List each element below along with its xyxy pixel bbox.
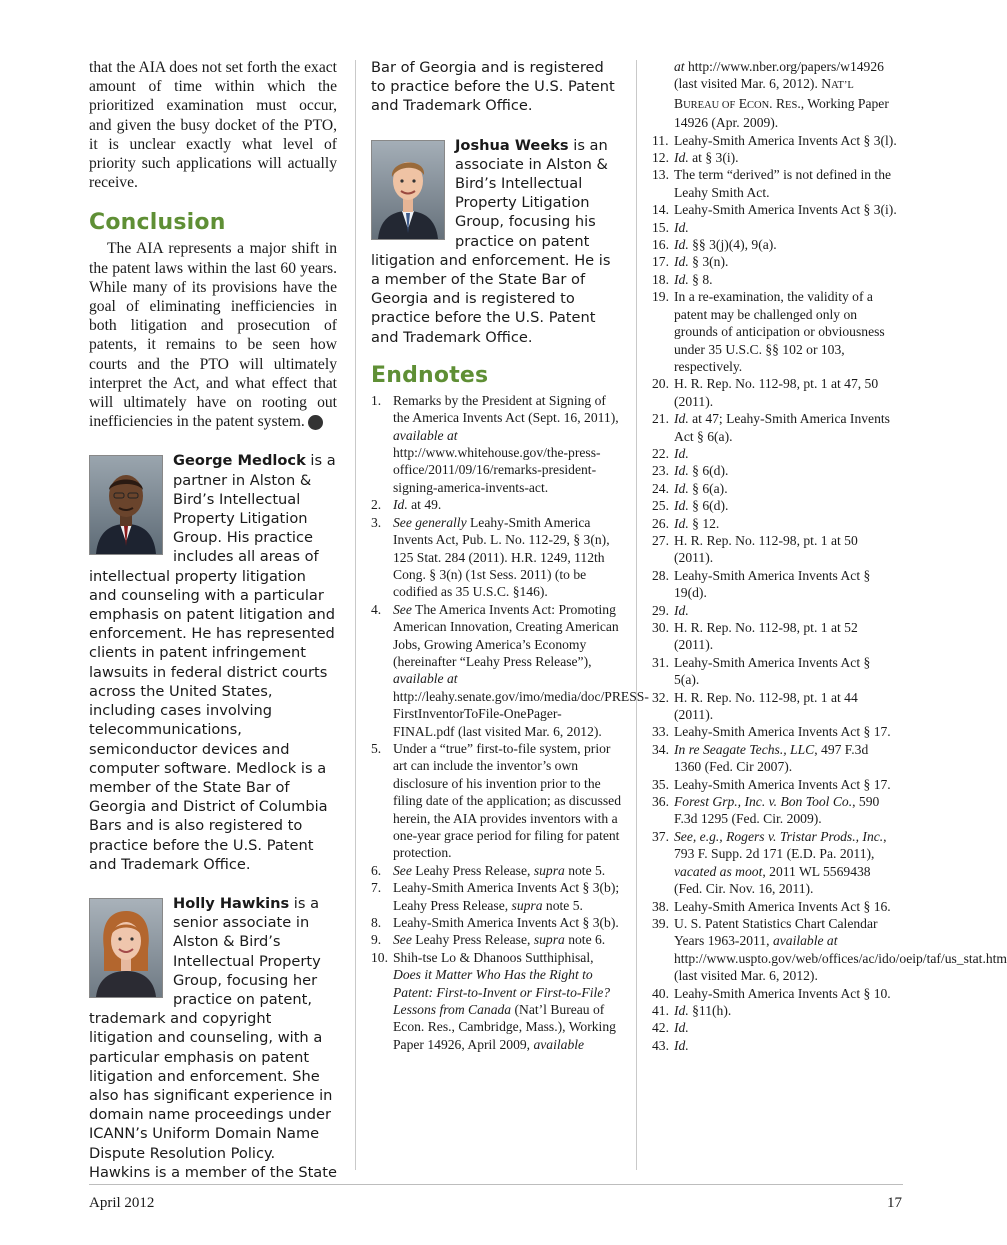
page-number: 17 (887, 1195, 902, 1211)
endnote-number: 15. (652, 219, 669, 235)
endnote-number: 4. (371, 601, 382, 617)
endnote-item (652, 985, 898, 1002)
endnote-text: Id. at 49. (393, 497, 442, 513)
endnote-text: The term “derived” is not defined in the Leahy Smith Act. (674, 167, 892, 200)
endnote-text: Leahy-Smith America Invents Act § 17. (674, 724, 891, 740)
endnote-item (371, 740, 621, 862)
endnote-item (652, 462, 898, 479)
endnote-item (652, 515, 898, 532)
endnote-text: Id. (674, 219, 689, 235)
endnote-number: 18. (652, 271, 669, 287)
endnote-number: 6. (371, 862, 382, 878)
endnote-number: 35. (652, 776, 669, 792)
endnote-text: Leahy-Smith America Invents Act § 17. (674, 776, 891, 792)
endnote-number: 8. (371, 915, 382, 931)
conclusion-paragraph: The AIA represents a major shift in the patent laws within the last 60 years. While many of its provisions have the goal of eliminating inefficiencies in both litigation and prosecution of patents, it remains to be seen how courts and the PTO will ultimately interpret the Act, and what effect that will ultimately have on rooting out inefficiencies in the patent system. (89, 240, 337, 431)
column-3 (652, 58, 1007, 1054)
endnote-text: Id. §§ 3(j)(4), 9(a). (674, 237, 777, 253)
endnote-text: Id. § 6(d). (674, 498, 729, 514)
bio-body-medlock: is a partner in Alston & Bird’s Intellectual Property Litigation Group. His practice includes all areas of intellectual property litigation and counseling with a particular emphasis on patent litigation and enforcement. He has represented clients in patent infringement lawsuits in federal district courts across the United States, including cases involving telecommunications, semiconductor devices and computer software. Medlock is a member of the State Bar of Georgia and District of Columbia Bars and is also registered to practice before the U.S. Patent and Trademark Office. (89, 452, 336, 873)
endnote-item (652, 236, 898, 253)
endnote-text: Id. (674, 445, 689, 461)
endnote-number: 39. (652, 915, 669, 931)
author-photo-weeks (371, 140, 445, 240)
portrait-image (372, 141, 444, 239)
endnote-text: See The America Invents Act: Promoting American Innovation, Creating American Jobs, Growing America’s Economy (hereinafter “Leahy Press Release”), available at http://leahy.senate.gov/imo/media/doc/PRESS-FirstInventorToFile-OnePager-FINAL.pdf (last visited Mar. 6, 2012). (393, 601, 649, 739)
endnote-item (652, 723, 898, 740)
endnote-item (652, 201, 898, 218)
endnote-item (652, 271, 898, 288)
endnote-number: 32. (652, 689, 669, 705)
endnote-text: H. R. Rep. No. 112-98, pt. 1 at 52 (2011). (674, 620, 858, 653)
author-bio-medlock (89, 451, 337, 873)
endnote-text: Leahy-Smith America Invents Act § 19(d). (674, 567, 871, 601)
endnotes-list-continued (652, 58, 1007, 1054)
endnote-text: Id. at 47; Leahy-Smith America Invents Act § 6(a). (674, 411, 890, 444)
author-bio-hawkins (89, 894, 337, 1182)
endnote-text: Id. (674, 602, 689, 618)
endnotes-heading: Endnotes (371, 362, 489, 388)
endnote-number: 20. (652, 376, 669, 392)
author-name-hawkins: Holly Hawkins (173, 894, 290, 912)
endnote-item (652, 1037, 898, 1054)
endnote-item (652, 898, 898, 915)
endnote-number: 37. (652, 828, 669, 844)
endnote-text: H. R. Rep. No. 112-98, pt. 1 at 44 (2011). (674, 689, 858, 723)
endnote-number: 17. (652, 254, 669, 270)
endnote-number: 43. (652, 1037, 669, 1053)
bio-continuation-hawkins: Bar of Georgia and is registered to practice before the U.S. Patent and Trademark Office. (371, 59, 615, 115)
author-photo-hawkins (89, 898, 163, 998)
author-name-weeks: Joshua Weeks (455, 136, 569, 154)
endnote-number: 7. (371, 880, 382, 896)
endnote-number: 40. (652, 985, 669, 1001)
endnote-item (652, 532, 898, 567)
endnote-text: Remarks by the President at Signing of the America Invents Act (Sept. 16, 2011), available at http://www.whitehouse.gov/the-press-office/2011/09/16/remarks-president-signing-america-invents-act. (393, 392, 619, 495)
endnote-number: 30. (652, 620, 669, 635)
endnote-text: Leahy-Smith America Invents Act § 3(b); Leahy Press Release, supra note 5. (393, 880, 620, 913)
endnote-text: Leahy-Smith America Invents Act § 5(a). (674, 654, 871, 688)
endnote-text: Leahy-Smith America Invents Act § 3(i). (674, 202, 897, 218)
endnote-number: 25. (652, 498, 669, 514)
endnote-number: 5. (371, 740, 382, 756)
endnote-item (652, 793, 898, 828)
endnote-number: 10. (371, 949, 388, 965)
endnote-number: 23. (652, 463, 669, 479)
endnote-number: 41. (652, 1002, 669, 1018)
endnote-text: Id. (674, 1037, 689, 1053)
endnote-number: 9. (371, 932, 382, 948)
column-1 (89, 58, 337, 1182)
conclusion-heading: Conclusion (89, 210, 226, 236)
endnote-item (652, 776, 898, 793)
endnote-number: 29. (652, 602, 669, 618)
endnote-number: 27. (652, 532, 669, 548)
endnote-item (371, 931, 621, 948)
endnote-item (371, 879, 621, 914)
endnote-number: 12. (652, 150, 669, 166)
endnote-number: 38. (652, 898, 669, 914)
endnote-text: Leahy-Smith America Invents Act § 3(l). (674, 132, 897, 148)
endnote-item (371, 514, 621, 601)
endnote-text: Under a “true” first-to-file system, prior art can include the inventor’s own disclosure of his invention prior to the filing date of the application; as discussed herein, the AIA provides inventors with a one-year grace period for filing for patent protection. (393, 740, 622, 861)
endnote-number: 31. (652, 654, 669, 670)
endnote-text: See Leahy Press Release, supra note 6. (393, 932, 606, 948)
endnote-text: Shih-tse Lo & Dhanoos Sutthiphisal, Does it Matter Who Has the Right to Patent: First-to-Invent or First-to-File? Lessons from Canada (Nat’l Bureau of Econ. Res., Cambridge, Mass.), Working Paper 14926, April 2009, available (393, 949, 616, 1052)
endnote-item (371, 496, 621, 513)
endnote-item (652, 654, 898, 689)
endnote-number: 33. (652, 724, 669, 740)
endnote-item (652, 1002, 898, 1019)
portrait-image (90, 899, 162, 997)
endnote-item (652, 149, 898, 166)
portrait-image (90, 456, 162, 554)
endnote-item (371, 949, 621, 1053)
footer-issue-date: April 2012 (89, 1195, 155, 1211)
footer-rule (89, 1184, 903, 1185)
article-text: that the AIA does not set forth the exact amount of time within which the prioritized examination must occur, and given the busy docket of the PTO, it is unclear exactly what level of priority such applications will actually receive. (89, 59, 337, 192)
endnote-number: 3. (371, 514, 382, 530)
endnote-number: 42. (652, 1020, 669, 1036)
endnote-item (652, 602, 898, 619)
author-name-medlock: George Medlock (173, 452, 306, 470)
endnote-number: 26. (652, 515, 669, 531)
endnote-number: 36. (652, 794, 669, 810)
endnote-item (652, 619, 898, 654)
endnote-text: H. R. Rep. No. 112-98, pt. 1 at 50 (2011). (674, 532, 858, 566)
endnote-number: 1. (371, 392, 382, 408)
endnote-text: U. S. Patent Statistics Chart Calendar Years 1963-2011, available at http://www.uspto.gov/web/offices/ac/ido/oeip/taf/us_stat.htm (last visited Mar. 6, 2012). (674, 915, 1007, 984)
endnote-text: Id. § 3(n). (674, 254, 729, 270)
endnote-text: Leahy-Smith America Invents Act § 10. (674, 985, 891, 1001)
endnote-text: Leahy-Smith America Invents Act § 3(b). (393, 915, 619, 931)
column-2 (371, 58, 649, 1053)
endnote-number: 24. (652, 480, 669, 496)
endnote-number: 16. (652, 237, 669, 253)
column-divider (636, 60, 637, 1170)
endnote-text: Id. § 12. (674, 515, 720, 531)
endnote-item (652, 828, 898, 898)
endnote-text: Id. § 6(d). (674, 463, 729, 479)
endnote-text: See generally Leahy-Smith America Invents Act, Pub. L. No. 112-29, § 3(n), 125 Stat. 284 (2011). H.R. 1249, 112th Cong. § 3(n) (1st Sess. 2011) (to be codified as 35 U.S.C. §146). (393, 514, 610, 600)
endnote-text: Id. § 8. (674, 271, 713, 287)
bio-body-weeks: is an associate in Alston & Bird’s Intellectual Property Litigation Group, focusing his practice on patent litigation and enforcement. He is a member of the State Bar of Georgia and is registered to practice before the U.S. Patent and Trademark Office. (371, 136, 611, 346)
endnote-number: 28. (652, 567, 669, 583)
endnote-item (652, 1019, 898, 1036)
endnote-number: 14. (652, 202, 669, 218)
endnote-number: 21. (652, 411, 669, 427)
endnote-item (652, 915, 1007, 985)
bio-body-hawkins: is a senior associate in Alston & Bird’s Intellectual Property Group, focusing her practice on patent, trademark and copyright litigation and counseling, with a particular emphasis on patent litigation and enforcement. She also has significant experience in domain name proceedings under ICANN’s Uniform Domain Name Dispute Resolution Policy. Hawkins is a member of the State (89, 894, 337, 1181)
endnote-item (371, 601, 649, 740)
endnote-item (652, 288, 898, 375)
endnote-item (652, 166, 898, 201)
conclusion-text (89, 239, 337, 431)
endnote-item (652, 741, 898, 776)
endnotes-list (371, 392, 649, 1053)
endnote-number: 34. (652, 741, 669, 757)
endnote-item (652, 497, 898, 514)
endnote-number: 11. (652, 132, 669, 148)
endnote-number: 22. (652, 445, 669, 461)
endnote-number: 19. (652, 289, 669, 305)
endnote-item (652, 58, 898, 132)
endnote-item (652, 480, 898, 497)
endnote-text: Forest Grp., Inc. v. Bon Tool Co., 590 F.3d 1295 (Fed. Cir. 2009). (674, 794, 880, 827)
endnote-item (652, 567, 898, 602)
endnote-text: Id. §11(h). (674, 1002, 732, 1018)
endnote-item (652, 375, 898, 410)
endnote-number: 2. (371, 497, 382, 513)
endnote-item (371, 862, 621, 879)
endnote-item (652, 445, 898, 462)
author-photo-medlock (89, 455, 163, 555)
endnote-item (652, 219, 898, 236)
endnote-item (652, 253, 898, 270)
endnote-item (371, 392, 621, 496)
endnote-text: Id. § 6(a). (674, 480, 728, 496)
endnote-text: H. R. Rep. No. 112-98, pt. 1 at 47, 50 (2011). (674, 376, 879, 409)
endnote-text: Id. at § 3(i). (674, 150, 739, 166)
endnote-number: 13. (652, 167, 669, 183)
endnote-text: at http://www.nber.org/papers/w14926 (last visited Mar. 6, 2012). NAT’L BUREAU OF ECON. RES., Working Paper 14926 (Apr. 2009). (674, 59, 889, 131)
endnote-text: In a re-examination, the validity of a patent may be challenged only on grounds of anticipation or obviousness under 35 U.S.C. §§ 102 or 103, respectively. (674, 289, 885, 374)
endnote-item (652, 689, 898, 724)
endnote-item (652, 132, 898, 149)
column-divider (355, 60, 356, 1170)
endnote-text: Leahy-Smith America Invents Act § 16. (674, 898, 891, 914)
endnote-text: In re Seagate Techs., LLC, 497 F.3d 1360 (Fed. Cir 2007). (674, 741, 869, 775)
endnote-text: Id. (674, 1020, 689, 1036)
endnote-item (652, 410, 898, 445)
endnote-text: See Leahy Press Release, supra note 5. (393, 862, 606, 878)
author-bio-weeks (371, 136, 621, 347)
endnote-item (371, 914, 621, 931)
endnote-text: See, e.g., Rogers v. Tristar Prods., Inc., 793 F. Supp. 2d 171 (E.D. Pa. 2011), vacated as moot, 2011 WL 5569438 (Fed. Cir. Nov. 16, 2011). (674, 828, 887, 897)
end-mark-icon: GBJ (308, 415, 323, 430)
